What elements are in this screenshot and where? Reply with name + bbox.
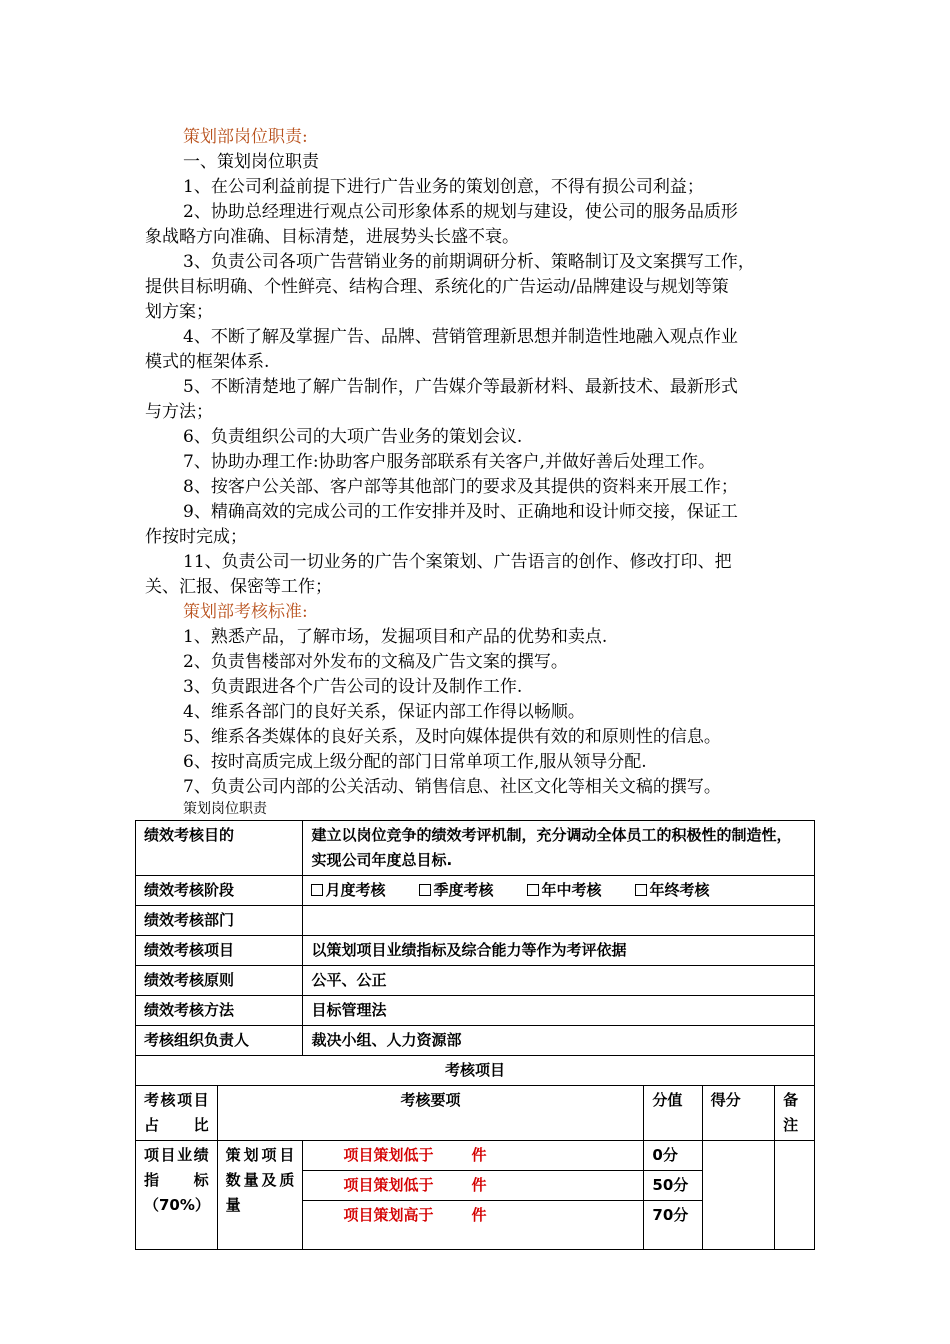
stage-label: 绩效考核阶段 (136, 876, 303, 906)
perf-row-2-score: 50分 (644, 1171, 702, 1201)
duty-item-11-cont: 关、汇报、保密等工作； (145, 577, 332, 597)
stage-option-monthly[interactable] (311, 878, 385, 903)
perf-row-text: 项目策划低于 (343, 1176, 434, 1194)
duty-item-9: 9、精确高效的完成公司的工作安排并及时、正确地和设计师交接，保证工 (183, 502, 738, 522)
stage-option-yearend[interactable] (635, 878, 709, 903)
perf-row-3-text (303, 1201, 644, 1250)
standard-item-5: 5、维系各类媒体的良好关系，及时向媒体提供有效的和原则性的信息。 (183, 727, 721, 747)
duty-item-6: 6、负责组织公司的大项广告业务的策划会议. (183, 427, 523, 447)
duty-item-4-cont: 模式的框架体系. (145, 352, 270, 372)
duty-item-8: 8、按客户公关部、客户部等其他部门的要求及其提供的资料来开展工作； (183, 477, 738, 497)
stage-options (303, 876, 815, 906)
item-value: 以策划项目业绩指标及综合能力等作为考评依据 (303, 936, 815, 966)
table-row-dept (136, 906, 815, 936)
duty-item-2: 2、协助总经理进行观点公司形象体系的规划与建设，使公司的服务品质形 (183, 202, 738, 222)
standard-item-2: 2、负责售楼部对外发布的文稿及广告文案的撰写。 (183, 652, 568, 672)
principle-value: 公平、公正 (303, 966, 815, 996)
stage-option-quarterly[interactable] (419, 878, 493, 903)
perf-sub: 策划项目数量及质量 (217, 1141, 303, 1250)
perf-row-text: 项目策划低于 (343, 1146, 434, 1164)
stage-option-label: 年中考核 (541, 881, 602, 899)
perf-row-3-score: 70分 (644, 1201, 702, 1250)
purpose-value: 建立以岗位竞争的绩效考评机制，充分调动全体员工的积极性的制造性，实现公司年度总目标. (303, 821, 815, 876)
table-row-stage (136, 876, 815, 906)
perf-row-1-score: 0分 (644, 1141, 702, 1171)
perf-note-cell[interactable] (775, 1141, 815, 1250)
principle-label: 绩效考核原则 (136, 966, 303, 996)
method-label: 绩效考核方法 (136, 996, 303, 1026)
col-score-header: 分值 (644, 1086, 702, 1141)
checkbox-icon (635, 884, 647, 896)
table-row-org (136, 1026, 815, 1056)
col-note-header: 备注 (775, 1086, 815, 1141)
evaluation-table (135, 820, 815, 1250)
dept-value (303, 906, 815, 936)
duty-item-3-cont2: 划方案； (145, 302, 213, 322)
stage-option-label: 年终考核 (649, 881, 710, 899)
dept-label: 绩效考核部门 (136, 906, 303, 936)
org-label: 考核组织负责人 (136, 1026, 303, 1056)
table-row-columns (136, 1086, 815, 1141)
standard-item-4: 4、维系各部门的良好关系，保证内部工作得以畅顺。 (183, 702, 585, 722)
duty-item-3: 3、负责公司各项广告营销业务的前期调研分析、策略制订及文案撰写工作， (183, 252, 755, 272)
duty-item-9-cont: 作按时完成； (145, 527, 247, 547)
perf-row-text: 项目策划高于 (343, 1206, 434, 1224)
item-label: 绩效考核项目 (136, 936, 303, 966)
table-row-item (136, 936, 815, 966)
col-got-header: 得分 (702, 1086, 774, 1141)
purpose-label: 绩效考核目的 (136, 821, 303, 876)
duty-item-4: 4、不断了解及掌握广告、品牌、营销管理新思想并制造性地融入观点作业 (183, 327, 738, 347)
duty-item-1: 1、在公司利益前提下进行广告业务的策划创意，不得有损公司利益； (183, 177, 704, 197)
col-key-header: 考核要项 (217, 1086, 644, 1141)
table-row-principle (136, 966, 815, 996)
duty-item-5-cont: 与方法； (145, 402, 213, 422)
duty-item-3-cont1: 提供目标明确、个性鲜亮、结构合理、系统化的广告运动/品牌建设与规划等策 (145, 277, 729, 297)
perf-row-unit: 件 (471, 1176, 487, 1194)
duty-item-2-cont: 象战略方向准确、目标清楚，进展势头长盛不衰。 (145, 227, 519, 247)
table-row-method (136, 996, 815, 1026)
perf-got-cell[interactable] (702, 1141, 774, 1250)
checkbox-icon (527, 884, 539, 896)
perf-row-unit: 件 (471, 1146, 487, 1164)
table-caption: 策划岗位职责 (183, 801, 267, 817)
duty-item-5: 5、不断清楚地了解广告制作，广告媒介等最新材料、最新技术、最新形式 (183, 377, 738, 397)
method-value: 目标管理法 (303, 996, 815, 1026)
col-ratio-header: 考核项目占比 (136, 1086, 218, 1141)
section1-title: 策划部岗位职责: (183, 127, 308, 147)
perf-row-unit: 件 (471, 1206, 487, 1224)
table-row-section-header (136, 1056, 815, 1086)
duty-item-11: 11、负责公司一切业务的广告个案策划、广告语言的创作、修改打印、把 (183, 552, 732, 572)
standard-item-3: 3、负责跟进各个广告公司的设计及制作工作. (183, 677, 523, 697)
section1-subtitle: 一、策划岗位职责 (183, 152, 319, 172)
perf-row-2-text (303, 1171, 644, 1201)
standard-item-7: 7、负责公司内部的公关活动、销售信息、社区文化等相关文稿的撰写。 (183, 777, 721, 797)
stage-option-midyear[interactable] (527, 878, 601, 903)
duty-item-7: 7、协助办理工作:协助客户服务部联系有关客户,并做好善后处理工作。 (183, 452, 715, 472)
standard-item-6: 6、按时高质完成上级分配的部门日常单项工作,服从领导分配. (183, 752, 647, 772)
checkbox-icon (311, 884, 323, 896)
stage-option-label: 月度考核 (325, 881, 386, 899)
perf-label: 项目业绩指标（70%） (136, 1141, 218, 1250)
table-row-purpose (136, 821, 815, 876)
section2-title: 策划部考核标准: (183, 602, 308, 622)
stage-option-label: 季度考核 (433, 881, 494, 899)
table-row-perf-1 (136, 1141, 815, 1171)
checkbox-icon (419, 884, 431, 896)
standard-item-1: 1、熟悉产品，了解市场，发掘项目和产品的优势和卖点. (183, 627, 608, 647)
section-header: 考核项目 (136, 1056, 815, 1086)
org-value: 裁决小组、人力资源部 (303, 1026, 815, 1056)
perf-row-1-text (303, 1141, 644, 1171)
